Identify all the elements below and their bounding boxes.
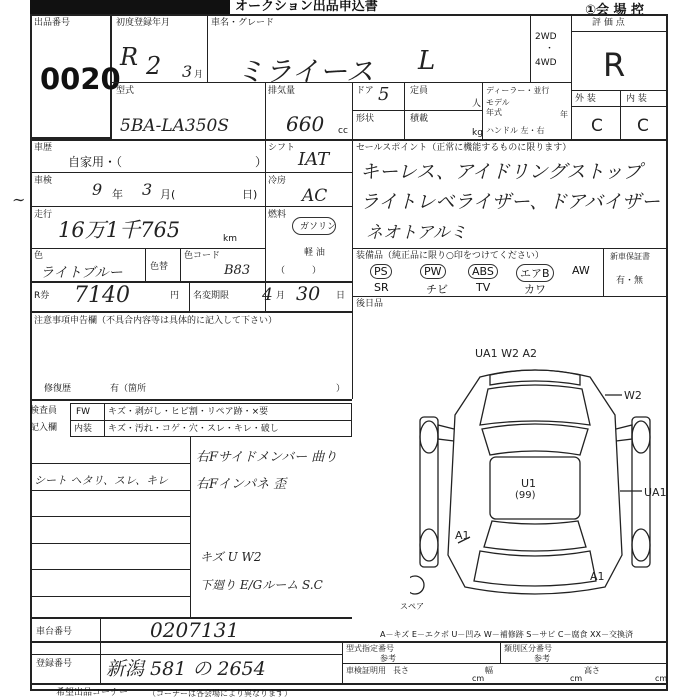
recycle-label: R券	[34, 291, 50, 301]
width-label: 幅	[485, 666, 493, 675]
year-label: 年式	[486, 108, 502, 117]
displacement-unit: cc	[338, 126, 348, 136]
drive-2wd: 2WD	[535, 32, 557, 42]
int-label: 内 装	[626, 94, 647, 104]
inspection-year-unit: 年	[112, 188, 123, 201]
class-number-label: 類別区分番号	[504, 644, 552, 653]
fw-label: FW	[76, 407, 91, 417]
color-change-label: 色替	[150, 262, 169, 272]
equip-tv: TV	[476, 281, 491, 294]
inspector-label-2: 記入欄	[30, 423, 58, 433]
height-unit: cm	[655, 674, 668, 683]
desk-label: 希望出品コーナー	[56, 688, 129, 698]
venue-label: ①会 場 控	[585, 3, 645, 18]
ext-grade: C	[591, 116, 603, 136]
inspection-year: 9	[92, 180, 103, 199]
notes-label: 注意事項申告欄（不具合内容等は具体的に記入して下さい）	[34, 316, 278, 326]
damage-legend: A－キズ E－エクボ U－凹み W－補修跡 S－サビ C－腐食 XX－交換済	[380, 630, 634, 639]
width-unit: cm	[570, 674, 583, 683]
shift-label: シフト	[268, 143, 296, 153]
inspection-label: 車検	[34, 176, 53, 186]
lot-number: 0020	[40, 62, 121, 96]
rating-label: 評 価 点	[592, 18, 625, 28]
aftermarket-label: 後日品	[356, 299, 384, 309]
dealer-label: ディーラー・並行	[486, 86, 550, 95]
equip-aw: AW	[572, 264, 590, 277]
damage-note-4: 下廻り E/Gルーム S.C	[200, 578, 323, 592]
length-unit: cm	[472, 674, 485, 683]
interior-notes: シート ヘタリ、スレ、キレ	[34, 474, 168, 487]
damage-note-1: 右Fサイドメンバー 曲り	[196, 450, 338, 465]
form-title: オークション出品申込書	[235, 0, 378, 14]
ext-label: 外 装	[575, 94, 596, 104]
equip-pw: PW	[420, 264, 446, 279]
sales-point-1: キーレス、アイドリングストップ	[360, 161, 642, 183]
diagram-a1-bottom: A1	[590, 570, 605, 583]
repair-label: 修復歴	[44, 384, 72, 394]
car-type-value: 自家用・（	[68, 155, 123, 169]
first-reg-month-unit: 月	[194, 70, 204, 80]
inspection-month-unit: 月(	[160, 188, 176, 201]
int-inspect-label: 内装	[74, 424, 93, 434]
car-type-label: 車歴	[34, 143, 53, 153]
model-label: 型式	[116, 86, 135, 96]
color-label: 色	[34, 251, 44, 261]
sales-point-2: ライトレベライザー、ドアバイザー	[360, 191, 661, 213]
recycle-value: 7140	[74, 283, 130, 308]
car-name-label: 車名・グレード	[211, 18, 275, 28]
rating-score: R	[603, 46, 626, 84]
fw-items: キズ・剥がし・ヒビ割・リペア跡・×要	[108, 407, 269, 417]
spec-number-label: 型式指定番号	[346, 644, 394, 653]
equip-airbag: エアB	[516, 264, 554, 282]
color-code-label: 色コード	[184, 251, 221, 261]
margin-mark: ∼	[12, 190, 26, 209]
name-change-month-unit: 月	[276, 291, 286, 301]
inspection-day-unit: 日)	[242, 188, 258, 201]
fuel-circle	[292, 217, 336, 235]
year-unit: 年	[560, 110, 568, 119]
car-type-close: ）	[255, 155, 268, 169]
damage-note-3: キズ U W2	[200, 550, 262, 564]
doors-value: 5	[378, 84, 390, 105]
fuel-diesel: 軽 油	[304, 248, 325, 258]
mileage-label: 走行	[34, 210, 53, 220]
mileage-value: 16万1千765	[58, 218, 181, 242]
diagram-ua1-right: UA1	[644, 486, 667, 499]
diagram-top-label: UA1 W2 A2	[475, 347, 537, 360]
length-label: 長さ	[393, 666, 409, 675]
lot-label: 出品番号	[34, 18, 71, 28]
sales-point-3: ネオトアルミ	[366, 223, 467, 243]
int-grade: C	[637, 116, 649, 136]
first-reg-year: 2	[146, 52, 162, 80]
mileage-unit: km	[223, 234, 237, 244]
doors-label: ドア	[356, 86, 374, 96]
desk-note: （コーナーは各会場により異なります）	[148, 689, 292, 698]
color-value: ライトブルー	[40, 265, 123, 281]
diagram-w2-right: W2	[624, 389, 642, 402]
inspector-label-1: 検査員	[30, 406, 58, 416]
warranty-value: 有・無	[616, 276, 644, 286]
name-change-label: 名変期限	[193, 291, 230, 301]
first-reg-era: R	[120, 43, 139, 71]
drive-dot: ・	[545, 44, 555, 54]
repair-value: 有（箇所	[110, 384, 147, 394]
header-logo-bar	[30, 0, 230, 14]
capacity-label: 定員	[410, 86, 429, 96]
model-year-label: モデル	[486, 98, 510, 107]
inspection-month: 3	[142, 180, 153, 199]
color-code: B83	[224, 263, 251, 278]
damage-note-2: 右Fインパネ 歪	[196, 477, 287, 492]
drive-4wd: 4WD	[535, 58, 557, 68]
equip-abs: ABS	[468, 264, 498, 279]
handle-label: ハンドル 左・右	[486, 126, 545, 135]
displacement-label: 排気量	[268, 86, 296, 96]
load-label: 積載	[410, 114, 429, 124]
repair-close: ）	[336, 384, 346, 394]
chassis-number: 0207131	[150, 618, 240, 642]
displacement-value: 660	[286, 112, 325, 136]
diagram-a1-left: A1	[455, 529, 470, 542]
fuel-label: 燃料	[268, 210, 287, 220]
ref-label-2: 参考	[534, 654, 550, 663]
equip-ps: PS	[370, 264, 392, 279]
ac-value: AC	[302, 186, 328, 206]
model-value: 5BA-LA350S	[120, 116, 229, 136]
height-label: 高さ	[584, 666, 600, 675]
chassis-label: 車台番号	[36, 627, 73, 637]
diagram-spare-label: スペア	[400, 602, 424, 611]
car-grade: L	[418, 46, 436, 76]
first-reg-label: 初度登録年月	[116, 18, 171, 28]
load-unit: kg	[472, 128, 483, 138]
equipment-label: 装備品（純正品に限り○印をつけてください）	[356, 251, 544, 261]
equip-leather: カワ	[524, 283, 546, 296]
equip-sr: SR	[374, 281, 389, 294]
fuel-gasoline: ガソリン	[300, 222, 337, 232]
sales-points-label: セールスポイント（正常に機能するものに限ります）	[356, 143, 572, 153]
int-inspect-items: キズ・汚れ・コゲ・穴・スレ・キレ・破し	[108, 424, 279, 434]
equip-tv-small: チビ	[426, 283, 448, 296]
name-change-day-unit: 日	[336, 291, 346, 301]
diagram-center-label: U1	[521, 477, 537, 490]
body-shape-label: 形状	[356, 114, 375, 124]
ref-label-1: 参考	[380, 654, 396, 663]
ac-label: 冷房	[268, 176, 287, 186]
car-name: ミライース	[236, 55, 374, 88]
name-change-day: 30	[296, 283, 321, 305]
registration-number: 新潟 581 の 2654	[106, 658, 266, 680]
capacity-unit: 人	[472, 99, 482, 109]
fuel-other: （ ）	[276, 266, 322, 276]
recycle-unit: 円	[170, 291, 180, 301]
first-reg-month: 3	[182, 62, 193, 81]
registration-label: 登録番号	[36, 659, 73, 669]
cert-label: 車検証明用	[346, 666, 386, 675]
diagram-center-sub: (99)	[515, 490, 536, 501]
shift-value: IAT	[298, 149, 330, 170]
warranty-label: 新車保証書	[610, 252, 650, 261]
name-change-month: 4	[262, 285, 273, 305]
